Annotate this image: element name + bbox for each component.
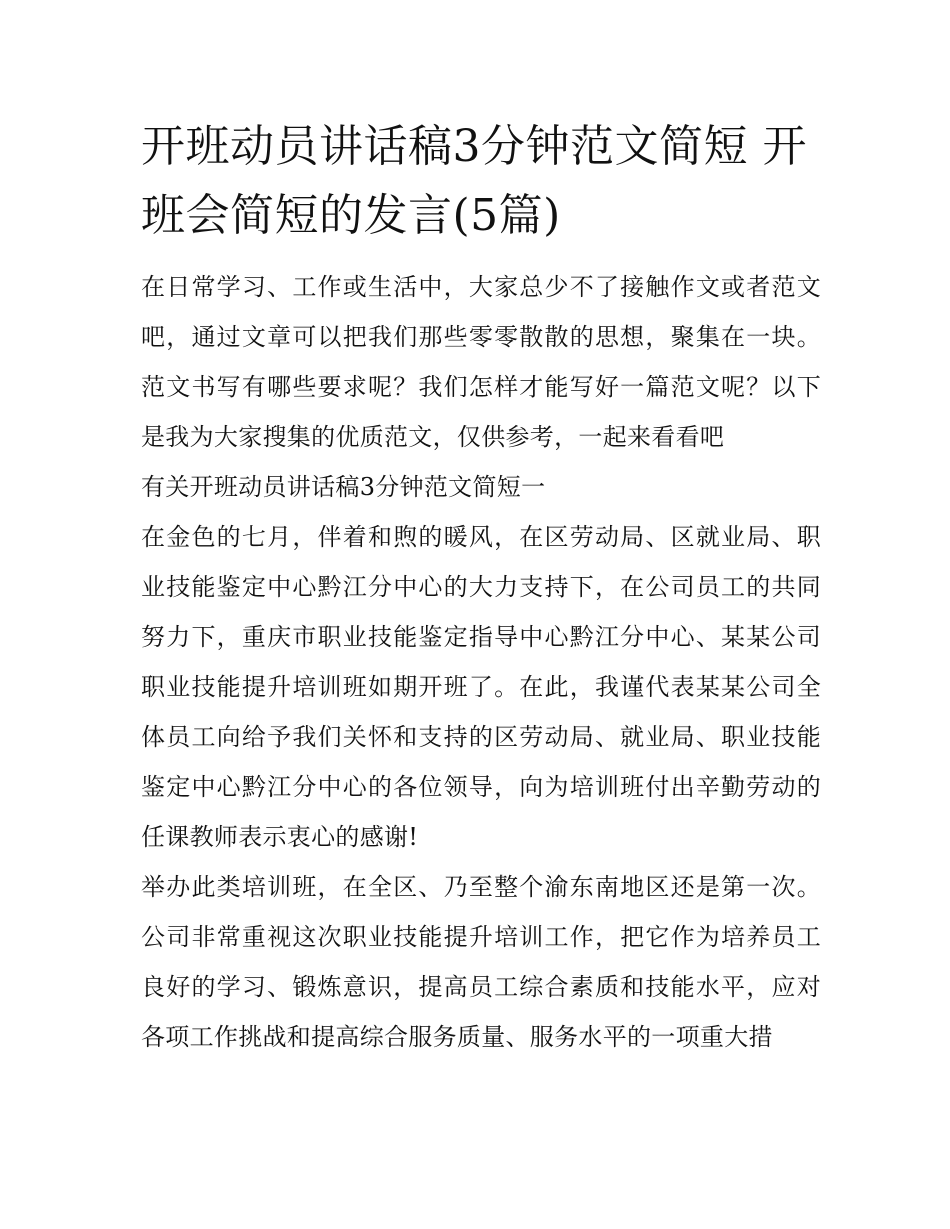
document-title: 开班动员讲话稿3分钟范文简短 开班会简短的发言(5篇) xyxy=(141,121,807,241)
paragraph-intro: 在日常学习、工作或生活中，大家总少不了接触作文或者范文吧，通过文章可以把我们那些零零散散的思想，聚集在一块。范文书写有哪些要求呢？我们怎样才能写好一篇范文呢？以下是我为大家搜集的优质范文，仅供参考，一起来看看吧 xyxy=(141,273,821,451)
paragraph-opening: 在金色的七月，伴着和煦的暖风，在区劳动局、区就业局、职业技能鉴定中心黔江分中心的大力支持下，在公司员工的共同努力下，重庆市职业技能鉴定指导中心黔江分中心、某某公司职业技能提升培训班如期开班了。在此，我谨代表某某公司全体员工向给予我们关怀和支持的区劳动局、就业局、职业技能鉴定中心黔江分中心的各位领导，向为培训班付出辛勤劳动的任课教师表示衷心的感谢! xyxy=(141,523,821,851)
document-page xyxy=(141,112,821,1062)
document-body xyxy=(141,262,821,1062)
section-heading: 有关开班动员讲话稿3分钟范文简短一 xyxy=(141,473,546,501)
paragraph-importance: 举办此类培训班，在全区、乃至整个渝东南地区还是第一次。公司非常重视这次职业技能提升培训工作，把它作为培养员工良好的学习、锻炼意识，提高员工综合素质和技能水平，应对各项工作挑战和提高综合服务质量、服务水平的一项重大措 xyxy=(141,873,821,1051)
